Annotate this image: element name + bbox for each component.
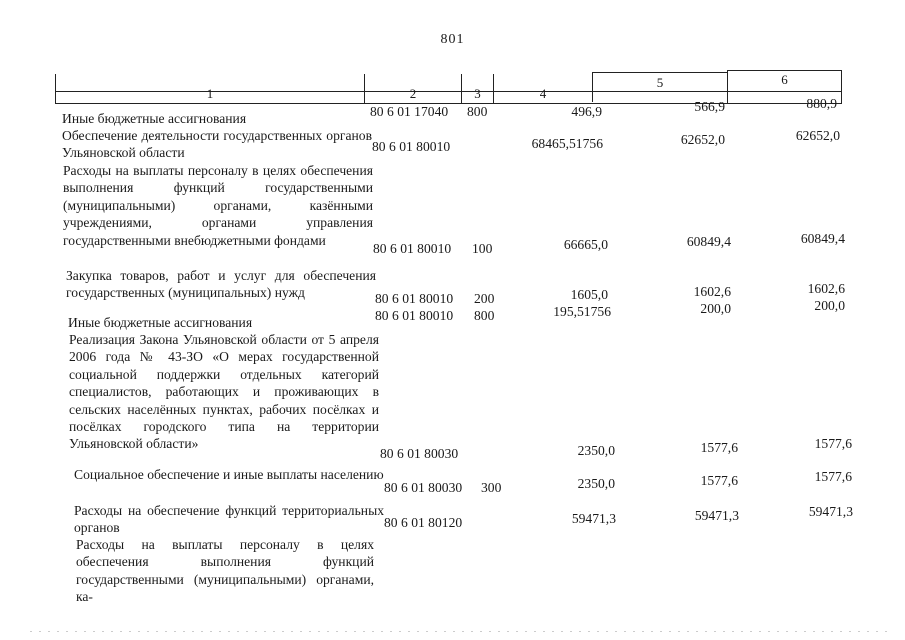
table-row-2-v5: 60849,4 bbox=[686, 234, 731, 249]
table-row-6-desc: Социальное обеспечение и иные выплаты населению bbox=[74, 467, 384, 482]
table-row-4-desc: Иные бюджетные ассигнования bbox=[68, 315, 253, 330]
table-row-1-desc: Обеспечение деятельности государственных органов Ульяновской области bbox=[62, 128, 372, 161]
header-col-5: 5 bbox=[592, 72, 727, 102]
table-row-6-vr: 300 bbox=[481, 480, 502, 495]
table-row-0-v5: 566,9 bbox=[694, 99, 725, 114]
table-row-6-v4: 2350,0 bbox=[577, 476, 615, 491]
table-row-1-v5: 62652,0 bbox=[680, 132, 725, 147]
table-row-2-code: 80 6 01 80010 bbox=[373, 241, 452, 256]
table-row-1-v4: 68465,51756 bbox=[531, 136, 603, 151]
table-row-4-vr: 800 bbox=[474, 308, 495, 323]
table-row-3-v5: 1602,6 bbox=[693, 284, 731, 299]
table-row-5-desc: Реализация Закона Ульяновской области от 5 апреля 2006 года № 43-ЗО «О мерах государственной социальной поддержки отдельных категорий специалистов, работающих и проживающих в сельских населённых пунктах, рабочих посёлках и посёлках городского типа на территории Ульяновской области» bbox=[69, 332, 379, 452]
table-row-0-desc: Иные бюджетные ассигнования bbox=[62, 111, 247, 126]
table-row-2-desc: Расходы на выплаты персоналу в целях обеспечения выполнения функций государственными (муниципальными) органами, казёнными учреждениями, органами управления государственными внебюджетными фондами bbox=[63, 163, 373, 248]
table-row-3-code: 80 6 01 80010 bbox=[375, 291, 454, 306]
table-row-2-vr: 100 bbox=[472, 241, 493, 256]
header-col-3: 3 bbox=[461, 74, 493, 104]
table-row-1-v6: 62652,0 bbox=[795, 128, 840, 143]
table-row-4-v6: 200,0 bbox=[814, 298, 845, 313]
table-row-7-v5: 59471,3 bbox=[694, 508, 739, 523]
table-row-3-v4: 1605,0 bbox=[570, 287, 608, 302]
header-col-1: 1 bbox=[55, 74, 364, 104]
table-row-5-code: 80 6 01 80030 bbox=[380, 446, 459, 461]
header-col-2: 2 bbox=[364, 74, 461, 104]
table-row-0-vr: 800 bbox=[467, 104, 488, 119]
table-row-7-desc: Расходы на обеспечение функций территориальных органов bbox=[74, 503, 384, 536]
table-row-7-code: 80 6 01 80120 bbox=[384, 515, 463, 530]
header-col-4: 4 bbox=[493, 74, 592, 104]
table-row-2-v4: 66665,0 bbox=[563, 237, 608, 252]
table-row-6-v5: 1577,6 bbox=[700, 473, 738, 488]
table-row-1-code: 80 6 01 80010 bbox=[372, 139, 451, 154]
table-row-4-code: 80 6 01 80010 bbox=[375, 308, 454, 323]
table-row-0-code: 80 6 01 17040 bbox=[370, 104, 449, 119]
table-row-6-v6: 1577,6 bbox=[814, 469, 852, 484]
table-row-7-v6: 59471,3 bbox=[808, 504, 853, 519]
table-row-5-v4: 2350,0 bbox=[577, 443, 615, 458]
header-col-6: 6 bbox=[727, 70, 842, 104]
table-row-2-v6: 60849,4 bbox=[800, 231, 845, 246]
table-row-4-v5: 200,0 bbox=[700, 301, 731, 316]
table-row-3-vr: 200 bbox=[474, 291, 495, 306]
table-row-3-v6: 1602,6 bbox=[807, 281, 845, 296]
table-row-8-desc: Расходы на выплаты персоналу в целях обеспечения выполнения функций государственными (муниципальными) органами, ка- bbox=[76, 537, 374, 605]
table-row-0-v4: 496,9 bbox=[571, 104, 602, 119]
table-row-6-code: 80 6 01 80030 bbox=[384, 480, 463, 495]
table-row-5-v5: 1577,6 bbox=[700, 440, 738, 455]
table-row-3-desc: Закупка товаров, работ и услуг для обеспечения государственных (муниципальных) нужд bbox=[66, 268, 376, 301]
scan-noise-line bbox=[30, 631, 890, 632]
table-row-4-v4: 195,51756 bbox=[553, 304, 611, 319]
page-number: 801 bbox=[440, 32, 465, 47]
table-row-0-v6: 880,9 bbox=[806, 96, 837, 111]
table-row-7-v4: 59471,3 bbox=[571, 511, 616, 526]
table-row-5-v6: 1577,6 bbox=[814, 436, 852, 451]
